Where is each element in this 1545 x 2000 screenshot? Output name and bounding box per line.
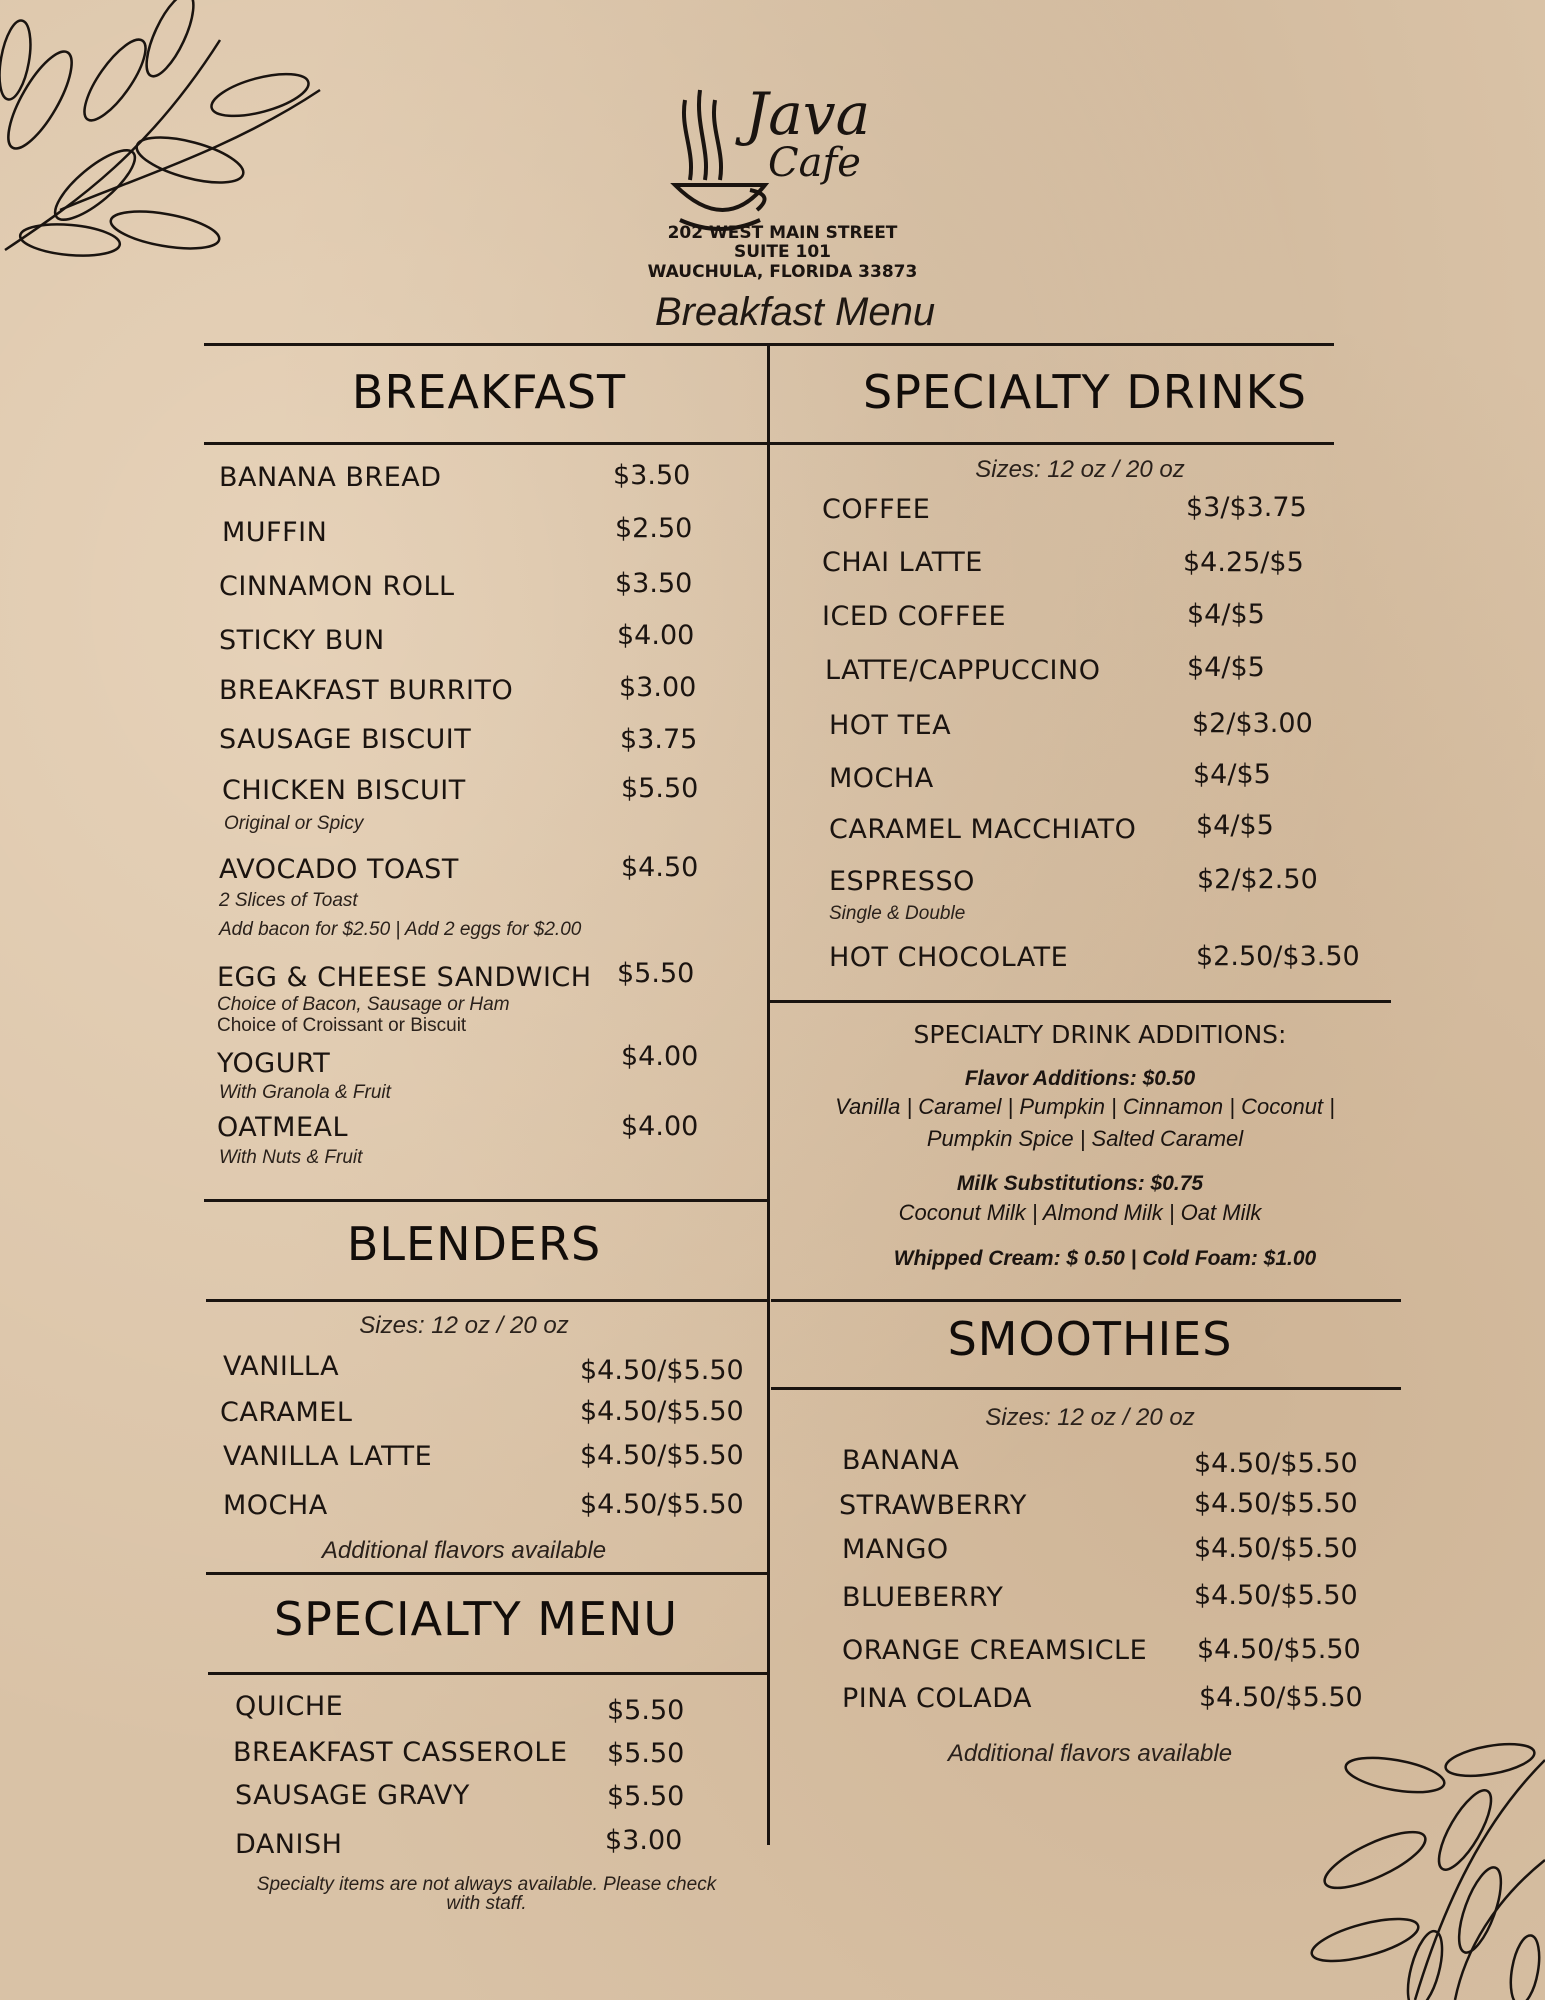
drink-item-name: ESPRESSO [829, 866, 975, 897]
blenders-heading: BLENDERS [346, 1217, 602, 1271]
smoothies-heading: SMOOTHIES [947, 1312, 1233, 1366]
breakfast-item-note: Add bacon for $2.50 | Add 2 eggs for $2.00 [219, 919, 582, 940]
breakfast-item-note: Choice of Bacon, Sausage or Ham [217, 994, 510, 1015]
breakfast-item-price: $2.50 [615, 513, 693, 544]
drink-additions-heading: SPECIALTY DRINK ADDITIONS: [913, 1020, 1287, 1049]
leaf-branch-top-left-icon [0, 0, 350, 270]
flavor-additions-title: Flavor Additions: $0.50 [964, 1067, 1196, 1090]
drink-item-note: Single & Double [829, 903, 966, 924]
blender-item-price: $4.50/$5.50 [580, 1355, 744, 1386]
specialty-item-price: $5.50 [607, 1738, 685, 1769]
drink-item-price: $2/$3.00 [1192, 708, 1313, 739]
leaf-branch-bottom-right-icon [1305, 1740, 1545, 2000]
smoothie-item-name: STRAWBERRY [839, 1490, 1027, 1521]
specialty-drinks-heading: SPECIALTY DRINKS [863, 365, 1307, 419]
milk-substitutions-line: Coconut Milk | Almond Milk | Oat Milk [898, 1200, 1262, 1225]
breakfast-item-note: With Nuts & Fruit [219, 1147, 363, 1168]
drink-item-name: CHAI LATTE [822, 547, 983, 578]
drink-item-price: $4/$5 [1187, 652, 1265, 683]
blender-item-name: VANILLA LATTE [223, 1441, 433, 1472]
smoothie-item-price: $4.50/$5.50 [1197, 1634, 1361, 1665]
divider-blenders-head [206, 1299, 769, 1302]
specialty-item-name: DANISH [235, 1829, 343, 1860]
smoothie-item-price: $4.50/$5.50 [1194, 1488, 1358, 1519]
breakfast-item-name: YOGURT [217, 1048, 331, 1079]
drink-item-price: $3/$3.75 [1186, 492, 1307, 523]
drink-item-name: LATTE/CAPPUCCINO [825, 655, 1101, 686]
blender-item-price: $4.50/$5.50 [580, 1440, 744, 1471]
smoothie-item-price: $4.50/$5.50 [1194, 1448, 1358, 1479]
smoothies-footer: Additional flavors available [947, 1740, 1233, 1767]
smoothie-item-name: BLUEBERRY [842, 1582, 1004, 1613]
blenders-footer: Additional flavors available [321, 1537, 607, 1564]
flavor-additions-line1: Vanilla | Caramel | Pumpkin | Cinnamon | Coconut | [835, 1094, 1335, 1119]
breakfast-item-name: STICKY BUN [219, 625, 385, 656]
smoothie-item-price: $4.50/$5.50 [1194, 1580, 1358, 1611]
breakfast-item-name: SAUSAGE BISCUIT [219, 724, 472, 755]
smoothie-item-price: $4.50/$5.50 [1194, 1533, 1358, 1564]
drink-item-name: HOT CHOCOLATE [829, 942, 1069, 973]
blender-item-name: MOCHA [223, 1490, 328, 1521]
drink-item-price: $2/$2.50 [1197, 864, 1318, 895]
breakfast-item-price: $5.50 [621, 773, 699, 804]
blenders-sizes: Sizes: 12 oz / 20 oz [359, 1312, 569, 1339]
breakfast-item-price: $3.00 [619, 672, 697, 703]
blender-item-price: $4.50/$5.50 [580, 1396, 744, 1427]
specialty-menu-heading: SPECIALTY MENU [273, 1592, 679, 1646]
drink-item-price: $4/$5 [1193, 759, 1271, 790]
divider-specialty-top [206, 1572, 769, 1575]
smoothie-item-name: PINA COLADA [842, 1683, 1033, 1714]
drink-item-name: HOT TEA [829, 710, 952, 741]
divider-smoothies-head [771, 1387, 1401, 1390]
breakfast-item-name: OATMEAL [217, 1112, 349, 1143]
drink-item-name: COFFEE [822, 494, 931, 525]
breakfast-item-price: $4.00 [621, 1111, 699, 1142]
breakfast-item-price: $3.50 [615, 568, 693, 599]
address-line-1: 202 WEST MAIN STREET [667, 223, 898, 243]
breakfast-item-note: With Granola & Fruit [219, 1082, 391, 1103]
specialty-item-price: $5.50 [607, 1695, 685, 1726]
specialty-item-price: $3.00 [605, 1825, 683, 1856]
specialty-footer-line2: with staff. [446, 1893, 527, 1914]
smoothie-item-price: $4.50/$5.50 [1199, 1682, 1363, 1713]
smoothie-item-name: MANGO [842, 1534, 949, 1565]
drink-item-price: $4/$5 [1196, 810, 1274, 841]
breakfast-item-price: $4.50 [621, 852, 699, 883]
drink-item-price: $4/$5 [1187, 599, 1265, 630]
smoothie-item-name: ORANGE CREAMSICLE [842, 1635, 1148, 1666]
breakfast-item-note: Choice of Croissant or Biscuit [217, 1015, 467, 1036]
address-line-2: SUITE 101 [734, 242, 831, 262]
breakfast-item-name: BANANA BREAD [219, 462, 442, 493]
breakfast-item-price: $4.00 [621, 1041, 699, 1072]
logo [650, 40, 910, 220]
drink-extras-line: Whipped Cream: $ 0.50 | Cold Foam: $1.00 [893, 1247, 1317, 1270]
divider-breakfast-head [204, 442, 769, 445]
breakfast-item-note: Original or Spicy [224, 813, 364, 834]
logo-text-cafe: Cafe [768, 140, 861, 186]
breakfast-item-price: $4.00 [617, 620, 695, 651]
milk-substitutions-title: Milk Substitutions: $0.75 [956, 1172, 1204, 1195]
breakfast-item-name: BREAKFAST BURRITO [219, 675, 514, 706]
divider-drinks-head [769, 442, 1334, 445]
breakfast-item-name: CINNAMON ROLL [219, 571, 455, 602]
specialty-item-name: BREAKFAST CASSEROLE [233, 1737, 568, 1768]
breakfast-item-name: EGG & CHEESE SANDWICH [217, 962, 592, 993]
breakfast-item-name: AVOCADO TOAST [219, 854, 459, 885]
breakfast-item-note: 2 Slices of Toast [219, 890, 358, 911]
logo-text-java: Java [745, 80, 871, 148]
breakfast-item-price: $5.50 [617, 958, 695, 989]
drink-item-price: $4.25/$5 [1183, 547, 1304, 578]
menu-title: Breakfast Menu [654, 290, 936, 334]
drink-item-name: ICED COFFEE [822, 601, 1007, 632]
smoothies-sizes: Sizes: 12 oz / 20 oz [985, 1404, 1195, 1431]
divider-smoothies-top [771, 1299, 1401, 1302]
breakfast-item-name: CHICKEN BISCUIT [222, 775, 466, 806]
breakfast-item-name: MUFFIN [222, 517, 328, 548]
divider-additions-top [769, 1000, 1391, 1003]
specialty-item-name: QUICHE [235, 1691, 344, 1722]
drink-item-price: $2.50/$3.50 [1196, 941, 1360, 972]
breakfast-item-price: $3.50 [613, 460, 691, 491]
smoothie-item-name: BANANA [842, 1445, 960, 1476]
blender-item-price: $4.50/$5.50 [580, 1489, 744, 1520]
specialty-item-price: $5.50 [607, 1781, 685, 1812]
divider-specialty-head [208, 1672, 769, 1675]
specialty-drinks-sizes: Sizes: 12 oz / 20 oz [975, 456, 1185, 483]
specialty-item-name: SAUSAGE GRAVY [235, 1780, 470, 1811]
blender-item-name: VANILLA [223, 1351, 340, 1382]
divider-blenders-top [204, 1199, 769, 1202]
drink-item-name: MOCHA [829, 763, 934, 794]
flavor-additions-line2: Pumpkin Spice | Salted Caramel [926, 1126, 1244, 1151]
address-line-3: WAUCHULA, FLORIDA 33873 [647, 262, 918, 282]
blender-item-name: CARAMEL [220, 1397, 353, 1428]
breakfast-item-price: $3.75 [620, 724, 698, 755]
drink-item-name: CARAMEL MACCHIATO [829, 814, 1137, 845]
breakfast-heading: BREAKFAST [351, 365, 627, 419]
specialty-footer-line1: Specialty items are not always available. Please check [256, 1874, 717, 1895]
